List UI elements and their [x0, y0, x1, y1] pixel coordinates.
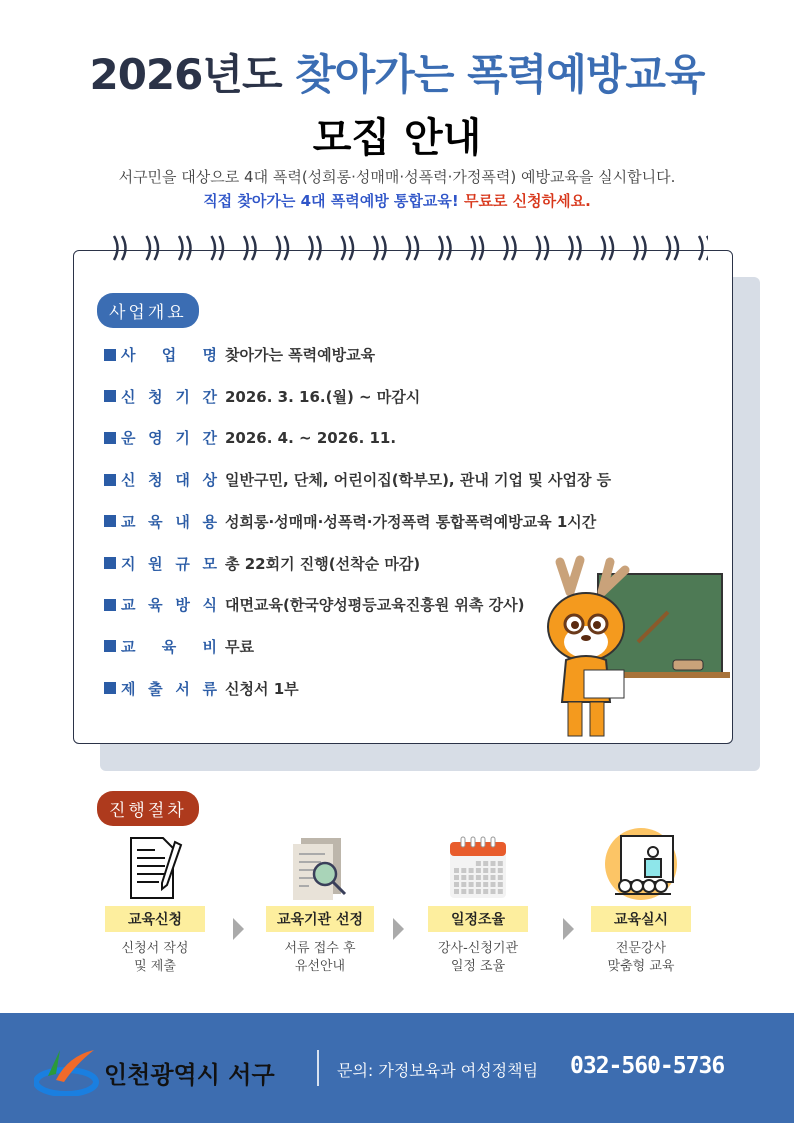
- item-value: 일반구민, 단체, 어린이집(학부모), 관내 기업 및 사업장 등: [225, 471, 612, 490]
- item-label: 교 육 방 식: [121, 596, 217, 615]
- calendar-icon: [448, 836, 508, 900]
- step-select: 교육기관 선정 서류 접수 후 유선안내: [260, 830, 380, 976]
- title-highlight: 찾아가는 폭력예방교육: [295, 50, 705, 99]
- arrow-right-icon: [563, 918, 574, 940]
- lecture-icon: [601, 828, 681, 900]
- overview-item: [104, 511, 596, 532]
- bullet-square-icon: [104, 515, 116, 527]
- bullet-square-icon: [104, 390, 116, 402]
- deer-mascot-teacher-icon: [540, 552, 732, 742]
- item-value: 성희롱·성매매·성폭력·가정폭력 통합폭력예방교육 1시간: [225, 512, 597, 531]
- page-title: 2026년도 찾아가는 폭력예방교육: [89, 50, 705, 99]
- item-value: 신청서 1부: [225, 679, 299, 698]
- intro-text: 서구민을 대상으로 4대 폭력(성희롱·성매매·성폭력·가정폭력) 예방교육을 실시합니다.: [118, 168, 676, 186]
- overview-item: [104, 678, 299, 699]
- overview-item: [104, 427, 396, 448]
- overview-badge: 사업개요: [97, 293, 199, 328]
- overview-item: [104, 469, 611, 490]
- bullet-square-icon: [104, 557, 116, 569]
- item-label: 지 원 규 모: [121, 554, 217, 573]
- overview-item: [104, 553, 420, 574]
- bullet-square-icon: [104, 640, 116, 652]
- item-value: 찾아가는 폭력예방교육: [225, 346, 376, 364]
- seo-gu-logo-icon: [34, 1046, 104, 1096]
- arrow-right-icon: [393, 918, 404, 940]
- bullet-square-icon: [104, 349, 116, 361]
- step-education: 교육실시 전문강사 맞춤형 교육: [581, 830, 701, 976]
- item-label: 제 출 서 류: [121, 679, 217, 698]
- overview-item: [104, 636, 254, 657]
- page-subtitle: 모집 안내: [312, 115, 482, 161]
- phone-number[interactable]: 032-560-5736: [570, 1053, 725, 1079]
- item-value: 총 22회기 진행(선착순 마감): [225, 554, 421, 573]
- item-label: 사 업 명: [121, 346, 217, 364]
- overview-item: [104, 386, 420, 407]
- item-value: 대면교육(한국양성평등교육진흥원 위촉 강사): [225, 596, 525, 615]
- bullet-square-icon: [104, 682, 116, 694]
- document-pen-icon: [125, 836, 185, 900]
- overview-item: [104, 594, 524, 615]
- document-magnifier-icon: [285, 836, 355, 900]
- highlight-text: 직접 찾아가는 4대 폭력예방 통합교육! 무료로 신청하세요.: [203, 192, 591, 210]
- item-label: 교 육 비: [121, 637, 217, 656]
- overview-item: [104, 344, 375, 365]
- step-schedule: 일정조율 강사-신청기관 일정 조율: [418, 830, 538, 976]
- org-name: 인천광역시 서구: [104, 1061, 275, 1089]
- item-label: 신 청 대 상: [121, 471, 217, 490]
- step-apply: 교육신청 신청서 작성 및 제출: [95, 830, 215, 976]
- item-label: 신 청 기 간: [121, 387, 217, 406]
- spiral-binding-icon: [108, 234, 708, 262]
- bullet-square-icon: [104, 474, 116, 486]
- process-badge: 진행절차: [97, 791, 199, 826]
- contact-text: 문의: 가정보육과 여성정책팀: [337, 1061, 539, 1080]
- arrow-right-icon: [233, 918, 244, 940]
- bullet-square-icon: [104, 432, 116, 444]
- item-label: 운 영 기 간: [121, 429, 217, 448]
- item-label: 교 육 내 용: [121, 512, 217, 531]
- item-value: 2026. 4. ~ 2026. 11.: [225, 428, 397, 447]
- item-value: 2026. 3. 16.(월) ~ 마감시: [225, 387, 421, 406]
- item-value: 무료: [225, 637, 254, 656]
- bullet-square-icon: [104, 599, 116, 611]
- divider: [317, 1050, 319, 1086]
